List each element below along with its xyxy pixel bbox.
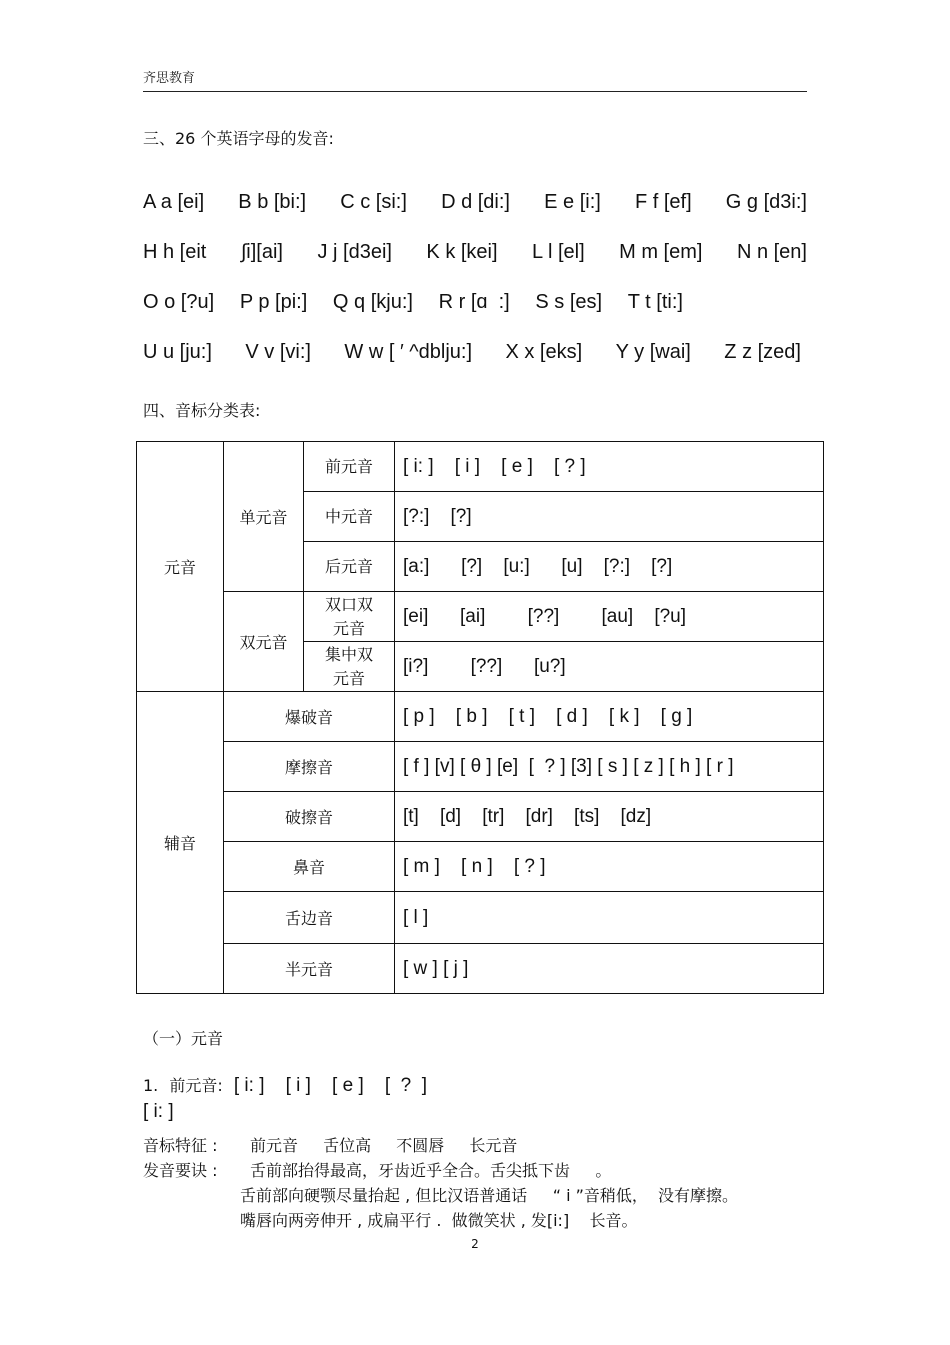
method-label: 发音要诀 :: [143, 1161, 218, 1180]
central-vowel-symbols: [?:] [?]: [395, 492, 824, 542]
letter-c: C c [si:]: [340, 191, 407, 213]
letter-o: O o [?u]: [143, 291, 215, 313]
lateral-label: 舌边音: [224, 892, 395, 944]
front-vowel-symbols: [ i: ] [ i ] [ e ] [ ? ]: [395, 442, 824, 492]
centering-diphthong-label-line2: 元音: [332, 668, 365, 688]
affricate-symbols: [t] [d] [tr] [dr] [ts] [dz]: [395, 792, 824, 842]
feature-3: 不圆唇: [396, 1136, 445, 1155]
letter-d: D d [di:]: [441, 191, 510, 213]
alphabet-row-1: [143, 191, 807, 214]
closing-diphthong-symbols: [ei] [ai] [??] [au] [?u]: [395, 592, 824, 642]
letter-h: H h [eit: [143, 241, 207, 263]
subsection-title: （一）元音: [143, 1029, 224, 1048]
letter-m: M m [em]: [619, 241, 703, 263]
nasal-symbols: [ m ] [ n ] [ ? ]: [395, 842, 824, 892]
feature-2: 舌位高: [323, 1136, 372, 1155]
feature-list: [250, 1133, 517, 1156]
method-line-2: 舌前部向硬颚尽量抬起 , 但比汉语普通话 “ i ”音稍低， 没有摩擦。: [240, 1186, 739, 1205]
fricative-label: 摩擦音: [224, 742, 395, 792]
centering-diphthong-label: [304, 642, 395, 692]
letter-s: S s [es]: [535, 291, 603, 313]
item1-number: 1.: [143, 1076, 159, 1095]
affricate-label: 破擦音: [224, 792, 395, 842]
section3-title: 三、26 个英语字母的发音:: [143, 129, 334, 148]
section4-title: 四、音标分类表:: [143, 401, 261, 420]
feature-1: 前元音: [250, 1136, 299, 1155]
vowel-category: 元音: [137, 442, 224, 692]
fricative-symbols: [ f ] [v] [ θ ] [e] [ ? ] [3] [ s ] [ z ] [ h ] [ r ]: [395, 742, 824, 792]
closing-diphthong-label-line2: 元音: [332, 618, 365, 638]
closing-diphthong-label: [304, 592, 395, 642]
alphabet-row-4: [143, 341, 801, 364]
closing-diphthong-label-line1: 双口双: [324, 594, 373, 614]
letter-f: F f [ef]: [634, 191, 692, 213]
central-vowel-label: 中元音: [304, 492, 395, 542]
header-title: 齐思教育: [143, 71, 196, 86]
letter-b: B b [bi:]: [238, 191, 307, 213]
letter-v: V v [vi:]: [245, 341, 311, 363]
plosive-symbols: [ p ] [ b ] [ t ] [ d ] [ k ] [ g ]: [395, 692, 824, 742]
item1-sub-symbol: [ i: ]: [143, 1101, 174, 1122]
letter-j: J j [d3ei]: [317, 241, 392, 263]
item1-label: 前元音:: [169, 1076, 223, 1095]
page-number: 2: [471, 1237, 479, 1251]
semivowel-symbols: [ w ] [ j ]: [395, 944, 824, 994]
back-vowel-symbols: [a:] [?] [u:] [u] [?:] [?]: [395, 542, 824, 592]
item1-symbols: [ i: ] [ i ] [ e ] [ ? ]: [233, 1075, 428, 1096]
centering-diphthong-symbols: [i?] [??] [u?]: [395, 642, 824, 692]
centering-diphthong-label-line1: 集中双: [324, 644, 373, 664]
lateral-symbols: [ l ]: [395, 892, 824, 944]
alphabet-row-2: [143, 241, 807, 264]
feature-label: 音标特征 :: [143, 1136, 218, 1155]
letter-l: L l [el]: [532, 241, 585, 263]
nasal-label: 鼻音: [224, 842, 395, 892]
item1-heading: [143, 1073, 427, 1097]
letter-y: Y y [wai]: [615, 341, 691, 363]
letter-x: X x [eks]: [505, 341, 583, 363]
letter-n: N n [en]: [736, 241, 807, 263]
plosive-label: 爆破音: [224, 692, 395, 742]
feature-4: 长元音: [469, 1136, 518, 1155]
letter-t: T t [ti:]: [627, 291, 683, 313]
letter-p: P p [pi:]: [239, 291, 308, 313]
header-divider: [143, 91, 807, 92]
diphthong-category: 双元音: [224, 592, 304, 692]
letter-k: K k [kei]: [426, 241, 498, 263]
semivowel-label: 半元音: [224, 944, 395, 994]
method-line-3: 嘴唇向两旁伸开 , 成扁平行 . 做微笑状 , 发[i:] 长音。: [240, 1211, 638, 1230]
letter-i: ∫i][ai]: [240, 241, 283, 263]
letter-g: G g [d3i:]: [725, 191, 807, 213]
method-line-1: 舌前部抬得最高，牙齿近乎全合。舌尖抵下齿 。: [250, 1161, 612, 1180]
consonant-category: 辅音: [137, 692, 224, 994]
phonetic-classification-table: [136, 441, 824, 994]
front-vowel-label: 前元音: [304, 442, 395, 492]
letter-u: U u [ju:]: [143, 341, 212, 363]
alphabet-row-3: [143, 291, 683, 314]
letter-r: R r [ɑ :]: [438, 291, 510, 313]
letter-e: E e [i:]: [544, 191, 601, 213]
letter-a: A a [ei]: [143, 191, 205, 213]
back-vowel-label: 后元音: [304, 542, 395, 592]
letter-w: W w [ ′ ^dblju:]: [344, 341, 473, 363]
letter-z: Z z [zed]: [724, 341, 801, 363]
letter-q: Q q [kju:]: [332, 291, 413, 313]
monophthong-category: 单元音: [224, 442, 304, 592]
